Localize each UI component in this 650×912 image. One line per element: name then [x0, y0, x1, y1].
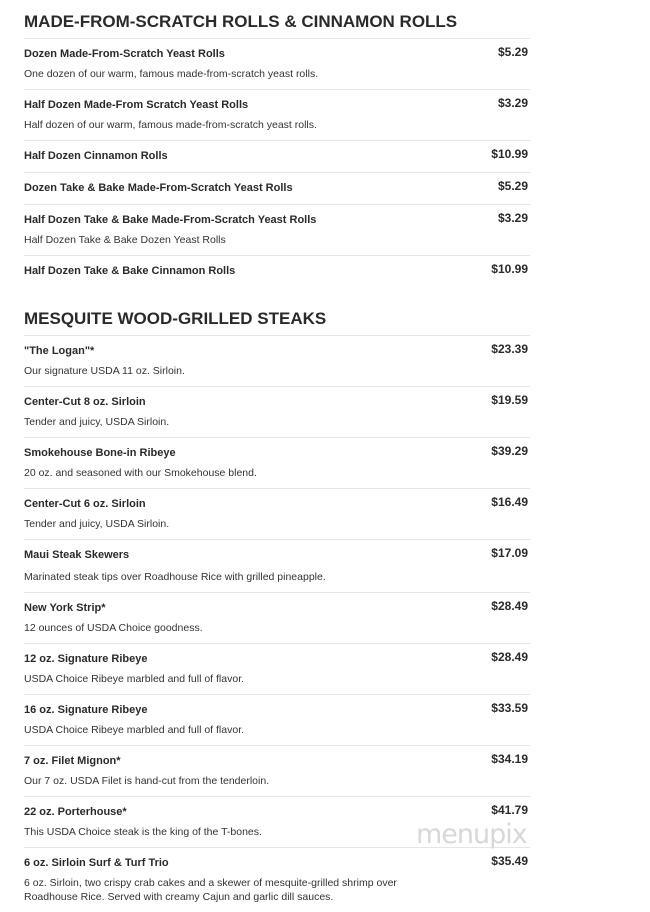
item-name: Center-Cut 8 oz. Sirloin	[24, 396, 146, 408]
item-price: $5.29	[497, 179, 528, 193]
item-name: 22 oz. Porterhouse*	[24, 806, 127, 818]
item-description: Our 7 oz. USDA Filet is hand-cut from the tenderloin.	[24, 775, 270, 787]
item-description: USDA Choice Ribeye marbled and full of flavor.	[24, 673, 245, 685]
item-price: $19.59	[491, 393, 528, 407]
item-description: This USDA Choice steak is the king of the T-bones.	[24, 826, 262, 838]
item-name: Half Dozen Cinnamon Rolls	[24, 150, 168, 162]
item-price: $28.49	[491, 650, 528, 664]
item-description: 12 ounces of USDA Choice goodness.	[24, 622, 203, 634]
item-name: Smokehouse Bone-in Ribeye	[24, 447, 176, 459]
menupix-watermark: menupix	[416, 819, 527, 850]
menu	[24, 0, 530, 912]
menu-item	[24, 746, 530, 797]
menu-item	[24, 205, 530, 256]
item-description: Tender and juicy, USDA Sirloin.	[24, 518, 170, 530]
item-description: USDA Choice Ribeye marbled and full of flavor.	[24, 724, 245, 736]
item-price: $3.29	[497, 211, 528, 225]
menu-section	[24, 0, 530, 287]
item-name: 6 oz. Sirloin Surf & Turf Trio	[24, 857, 169, 869]
item-name: 7 oz. Filet Mignon*	[24, 755, 121, 767]
item-price: $23.39	[491, 342, 528, 356]
item-name: Half Dozen Made-From Scratch Yeast Rolls	[24, 99, 249, 111]
item-name: Dozen Made-From-Scratch Yeast Rolls	[24, 48, 225, 60]
section-title: MESQUITE WOOD-GRILLED STEAKS	[24, 297, 530, 336]
item-description: Half Dozen Take & Bake Dozen Yeast Rolls	[24, 234, 226, 246]
menu-item	[24, 336, 530, 387]
item-price: $10.99	[491, 147, 528, 161]
menu-item	[24, 438, 530, 489]
menu-item	[24, 90, 530, 141]
item-description: Tender and juicy, USDA Sirloin.	[24, 416, 170, 428]
item-name: Dozen Take & Bake Made-From-Scratch Yeast Rolls	[24, 182, 293, 194]
item-description: Marinated steak tips over Roadhouse Rice with grilled pineapple.	[24, 571, 326, 583]
menu-item	[24, 695, 530, 746]
item-price: $28.49	[491, 599, 528, 613]
item-price: $34.19	[491, 752, 528, 766]
item-name: Maui Steak Skewers	[24, 549, 130, 561]
menu-item	[24, 141, 530, 173]
item-name: Half Dozen Take & Bake Cinnamon Rolls	[24, 265, 236, 277]
menu-item	[24, 540, 530, 593]
item-name: 12 oz. Signature Ribeye	[24, 653, 148, 665]
item-price: $33.59	[491, 701, 528, 715]
item-description: 6 oz. Sirloin, two crispy crab cakes and a skewer of mesquite-grilled shrimp over Roadhouse Rice. Served with creamy Cajun and garlic dill sauces.	[24, 877, 397, 903]
item-name: "The Logan"*	[24, 345, 95, 357]
item-price: $16.49	[491, 495, 528, 509]
menu-item	[24, 387, 530, 438]
item-description: 20 oz. and seasoned with our Smokehouse blend.	[24, 467, 257, 479]
item-price: $39.29	[491, 444, 528, 458]
item-name: Center-Cut 6 oz. Sirloin	[24, 498, 146, 510]
item-price: $35.49	[491, 854, 528, 868]
item-price: $17.09	[491, 546, 528, 560]
item-description: One dozen of our warm, famous made-from-scratch yeast rolls.	[24, 68, 319, 80]
menu-item	[24, 848, 530, 912]
menu-item	[24, 256, 530, 287]
menu-item	[24, 644, 530, 695]
item-name: New York Strip*	[24, 602, 106, 614]
item-name: 16 oz. Signature Ribeye	[24, 704, 148, 716]
menu-item	[24, 593, 530, 644]
menu-item	[24, 39, 530, 90]
item-price: $10.99	[491, 262, 528, 276]
item-name: Half Dozen Take & Bake Made-From-Scratch Yeast Rolls	[24, 214, 317, 226]
menu-item	[24, 173, 530, 205]
item-description: Our signature USDA 11 oz. Sirloin.	[24, 365, 185, 377]
item-price: $3.29	[497, 96, 528, 110]
item-price: $41.79	[491, 803, 528, 817]
menu-item	[24, 489, 530, 540]
item-description: Half dozen of our warm, famous made-from-scratch yeast rolls.	[24, 119, 317, 131]
section-title: MADE-FROM-SCRATCH ROLLS & CINNAMON ROLLS	[24, 0, 530, 39]
item-price: $5.29	[497, 45, 528, 59]
